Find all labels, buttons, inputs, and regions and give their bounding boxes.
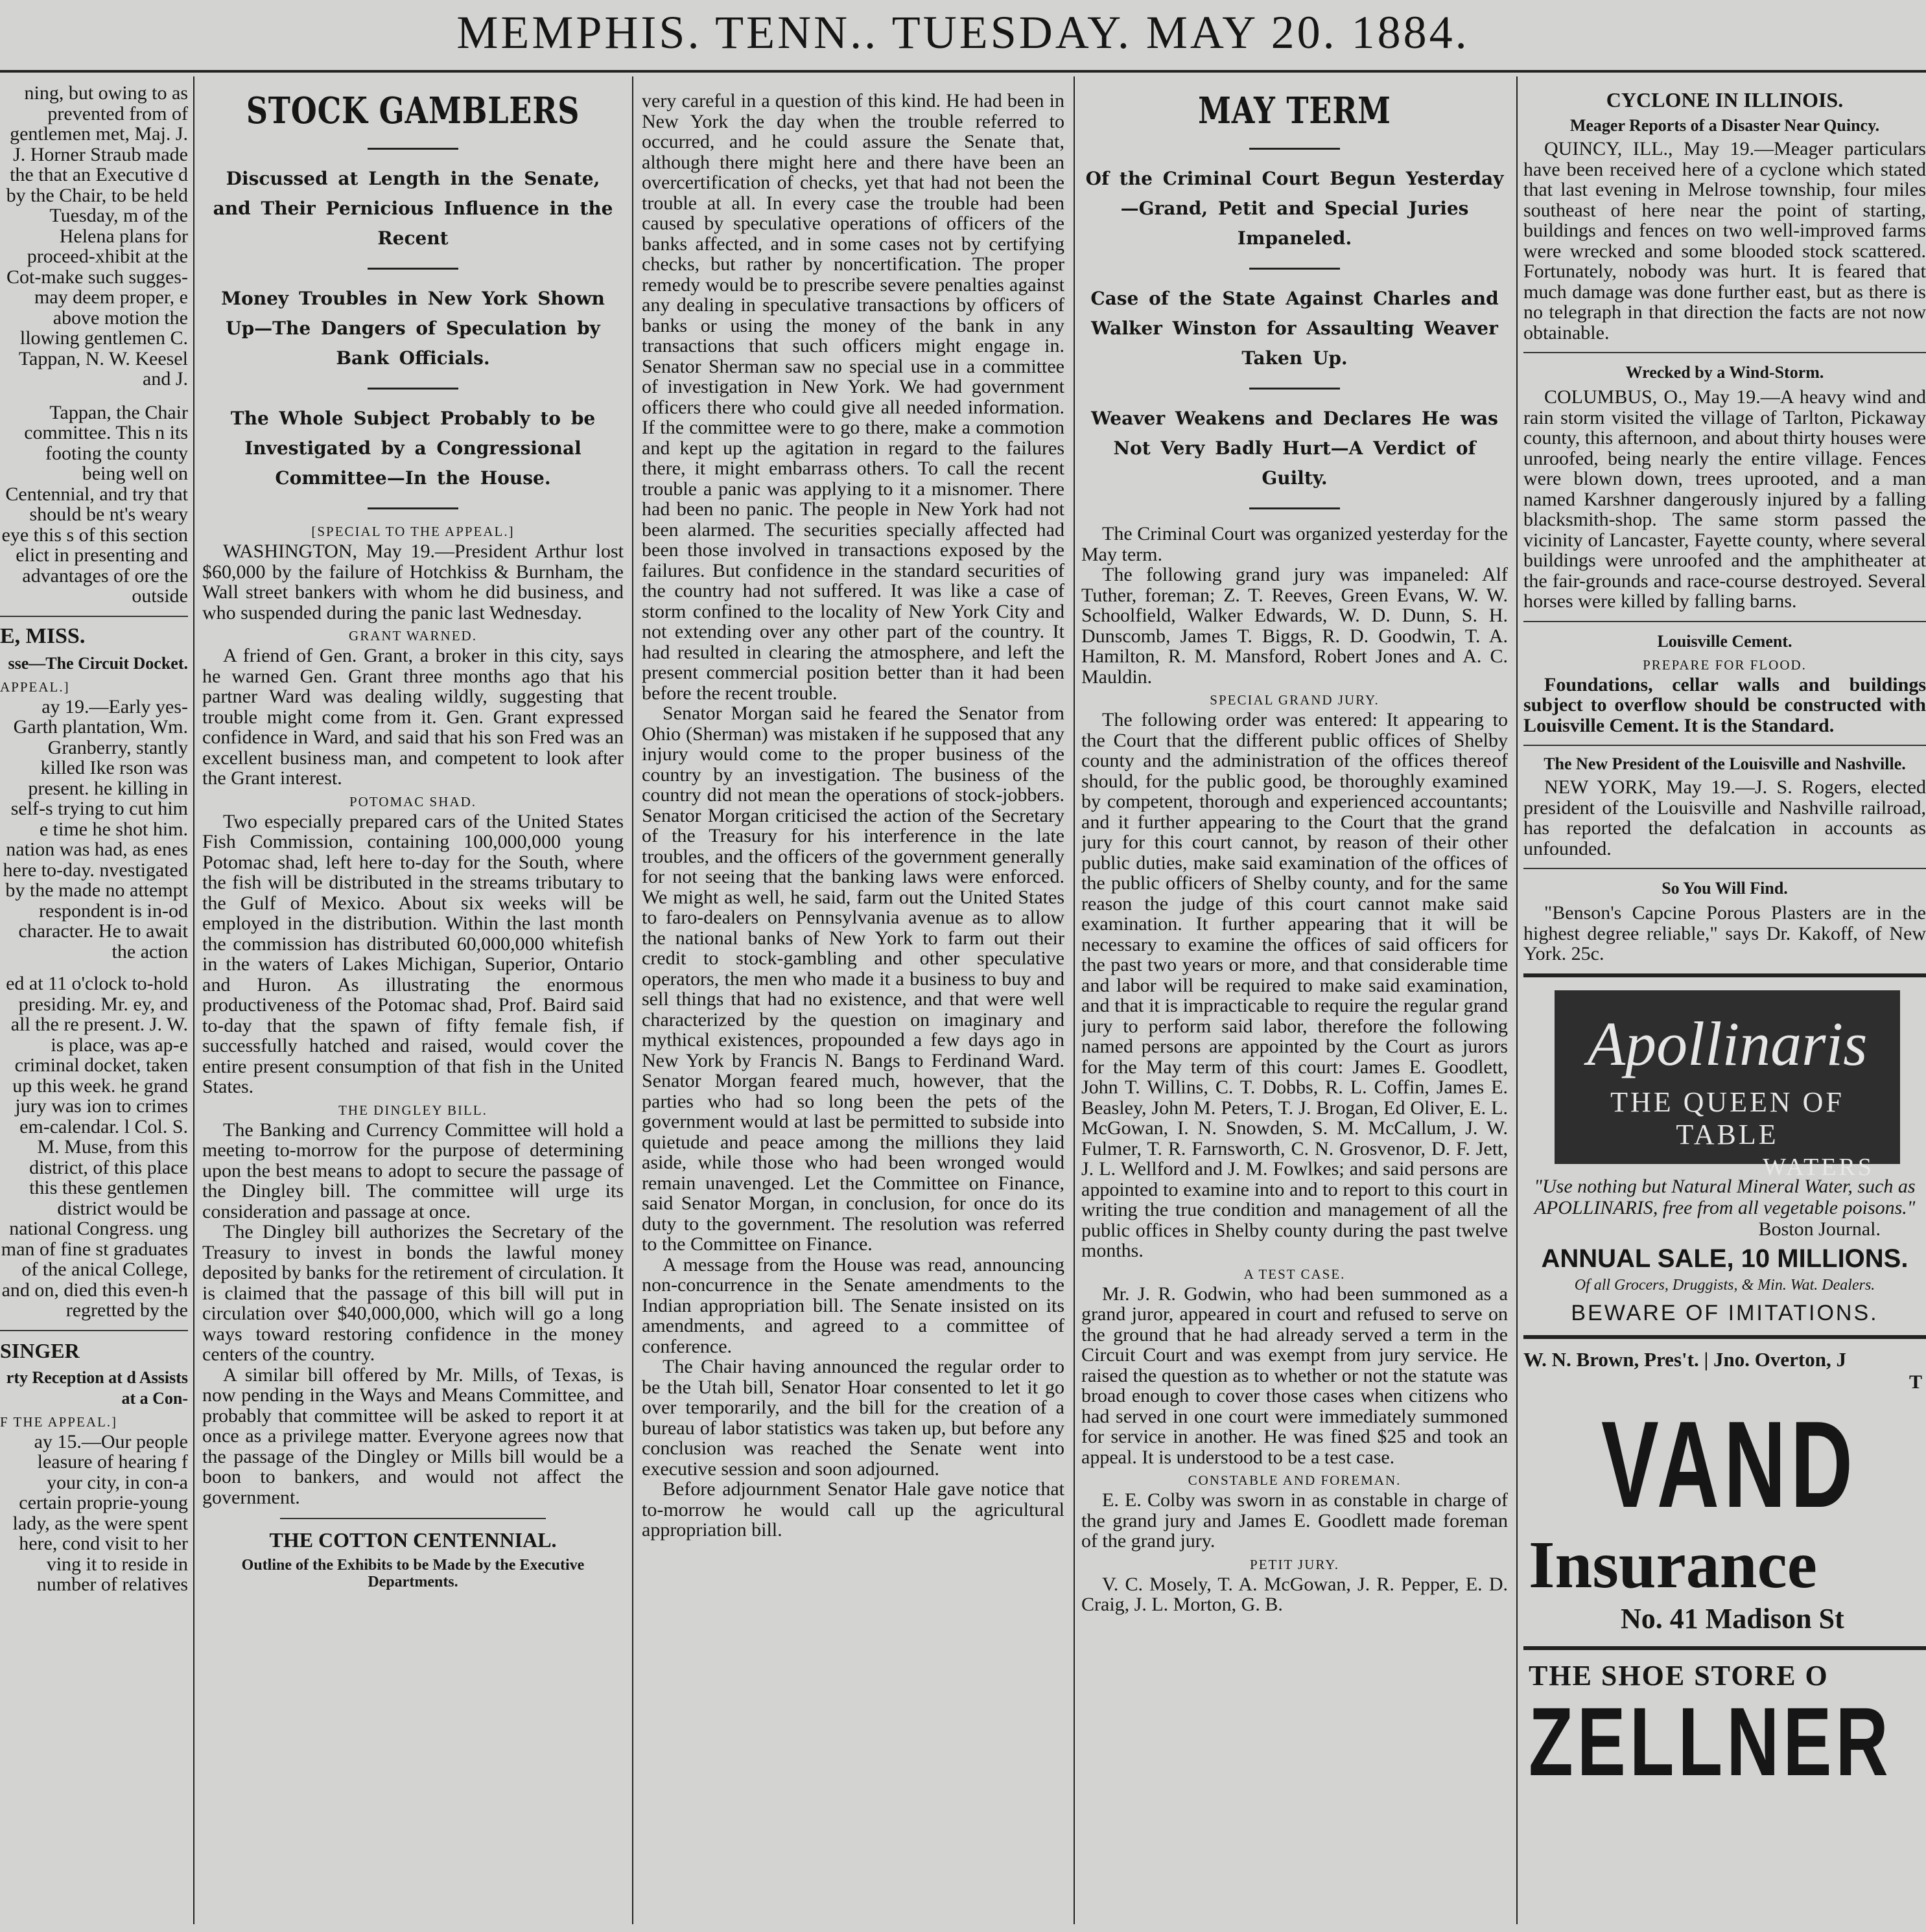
article-text: The following order was entered: It appearing to the Court that the different public offices of Shelby county and the administration of the offices thereof should, for the public good, be thoroughly examined by competent, thorough and experienced accountants; and it further appearing to the Court that the grand jury for this court cannot, by reason of their other public duties, make said examination of the offices of the public officers of Shelby county, and for the same reason the judge of this court cannot make said examination. It further appearing that it will be necessary to examine the offices of said officers for the past two years or more, and that considerable time and labor will be required to make said examination, and that it is impracticable to require the regular grand jury to perform said labor, therefore the following named persons are appointed by the Court as jurors for the May term of this court: James E. Goodlett, John T. Willins, C. T. Dobbs, R. L. Coffin, James E. Beasley, John M. Peters, T. J. Brogan, Ed Oliver, E. L. McGowan, I. N. Snowden, S. M. McCallum, J. W. Fulmer, T. R. Farnsworth, C. N. Grosvenor, D. F. Jett, J. L. Wellford and J. M. Fowlkes; and said persons are appointed to examine into and to report to this court in writing the true condition and management of all the public offices in Shelby county during the past twelve months. — [1081, 709, 1508, 1261]
article-text: ning, but owing to as prevented from of gentlemen met, Maj. J. J. Horner Straub made the that an Executive d by the Chair, to be held Tuesday, m of the Helena plans for proceed-xhibit at the Cot-make such sugges-may deem proper, e above motion the llowing gentlemen C. Tappan, N. W. Keesel and J. — [6, 83, 188, 390]
ad-source: Boston Journal. — [1758, 1218, 1881, 1240]
deck: Case of the State Against Charles and Walker Winston for Assaulting Weaver Taken Up. — [1090, 288, 1499, 369]
divider — [1249, 507, 1340, 509]
article-heading: Louisville Cement. — [1657, 631, 1792, 651]
insurance-ad-letter: T — [1908, 1371, 1922, 1393]
divider — [0, 1330, 188, 1331]
divider — [1523, 745, 1926, 746]
article-heading: So You Will Find. — [1662, 879, 1788, 898]
divider — [368, 148, 458, 150]
deck: The Whole Subject Probably to be Investigated by a Congressional Committee—In the House. — [230, 408, 596, 489]
article-heading: E, MISS. — [0, 623, 86, 648]
deck: Discussed at Length in the Senate, and Their Pernicious Influence in the Recent — [213, 168, 613, 249]
article-subheading: Meager Reports of a Disaster Near Quincy. — [1569, 116, 1880, 135]
article-text: very careful in a question of this kind. He had been in New York the day when the trouble referred to occurred, and he could assure the Senate that, although there might here and there have been an overcertification of checks, yet that had not been the trouble at all. In every case the trouble had been caused by speculative operations of officers of the banks affected, and in some cases not by certifying checks, but rather by noncertification. The proper remedy would be to prescribe severe penalties against any dealing in speculative transactions by officers of banks or using the money of the bank in any transactions that such officers might engage in. Senator Sherman saw no special use in a committee of investigation in New York. We had government officers there who could give all needed information. If the committee were to go there, make a commotion and kept up the agitation in regard to the failures there, it might embarrass others. To call the recent trouble a panic was applying to it a misnomer. There had been no panic. The people in New York had not been alarmed. The securities specially affected had been those involved in transactions exposed by the failures. But confidence in the standard securities of the country had not suffered. It was like a case of storm confined to the locality of New York City and not extending over any other part of the country. It had resulted in clearing the atmosphere, and left the present commercial position better than it had been before the recent trouble. — [642, 91, 1064, 704]
article-text: WASHINGTON, May 19.—President Arthur lost $60,000 by the failure of Hotchkiss & Burnham, the Wall street bankers with whom he did business, and who suspended during the panic last Wednesday. — [202, 541, 624, 623]
section-subhead: GRANT WARNED. — [349, 628, 477, 644]
article-text: NEW YORK, May 19.—J. S. Rogers, elected president of the Louisville and Nashville railroad, has reported the defalcation in accounts as unfounded. — [1523, 776, 1926, 859]
article-heading: THE COTTON CENTENNIAL. — [269, 1528, 557, 1552]
article-text: QUINCY, ILL., May 19.—Meager particulars have been received here of a cyclone which stated that last evening in Melrose township, four miles southeast of here near the point of starting, buildings and fences on two well-improved farms were wrecked and some blooded stock scattered. Fortunately, nobody was hurt. It is feared that much damage was done further east, but as there is no telegraph in that direction the facts are not now obtainable. — [1523, 138, 1926, 343]
ad-tagline: THE QUEEN OF TABLE — [1610, 1086, 1844, 1150]
article-text: A message from the House was read, announcing non-concurrence in the Senate amendments to the Indian appropriation bill. The Senate insisted on its amendments, and agreed to a committee of conference. — [642, 1253, 1064, 1357]
article-heading: SINGER — [0, 1338, 80, 1362]
divider — [1523, 621, 1926, 622]
article-subheading: Outline of the Exhibits to be Made by the Executive Departments. — [241, 1557, 585, 1590]
column-rule — [1516, 76, 1518, 1924]
section-subhead: PETIT JURY. — [1250, 1556, 1339, 1572]
shoe-store-ad-title: THE SHOE STORE O — [1529, 1659, 1829, 1692]
article-subheading: rty Reception at d Assists at a Con- — [6, 1368, 188, 1408]
deck: Weaver Weakens and Declares He was Not Very Badly Hurt—A Verdict of Guilty. — [1091, 408, 1498, 489]
ad-warning: BEWARE OF IMITATIONS. — [1571, 1300, 1879, 1325]
ad-tagline: WATERS — [1763, 1153, 1874, 1181]
article-text: The Dingley bill authorizes the Secretary of the Treasury to invest in bonds the lawful money deposited by banks for the retirement of circulation. It is claimed that the passage of this bill will put in circulation over $40,000,000, which will go a long ways toward restoring confidence in the money centers of the country. — [202, 1221, 624, 1365]
article-text: ay 19.—Early yes-Garth plantation, Wm. Granberry, stantly killed Ike rson was present. he killing in self-s trying to cut him e time he shot him. nation was had, as enes here to-day. nvestigated by the made no attempt respondent is in-od character. He to await the action — [3, 695, 188, 962]
divider — [1523, 868, 1926, 869]
divider — [368, 268, 458, 270]
headline: MAY TERM — [1198, 89, 1391, 132]
deck: Of the Criminal Court Begun Yesterday—Grand, Petit and Special Juries Impaneled. — [1085, 168, 1504, 249]
divider — [1523, 1646, 1926, 1650]
apollinaris-ad — [1555, 990, 1900, 1181]
column-3 — [642, 91, 1064, 1932]
ad-dealers: Of all Grocers, Druggists, & Min. Wat. Dealers. — [1574, 1276, 1875, 1294]
article-text: COLUMBUS, O., May 19.—A heavy wind and rain storm visited the village of Tarlton, Pickaway county, this afternoon, and about thirty houses were unroofed, being nearly the entire village. Fences were blown down, trees uprooted, and a man named Karshner dangerously injured by a falling blacksmith-shop. The same storm passed the vicinity of Lancaster, Fayette county, where several buildings were unroofed and the amphitheater at the fair-grounds and race-course destroyed. Several horses were killed by falling barns. — [1523, 386, 1926, 612]
section-subhead: PREPARE FOR FLOOD. — [1643, 657, 1807, 673]
deck: Money Troubles in New York Shown Up—The Dangers of Speculation by Bank Officials. — [221, 288, 605, 369]
article-subheading: sse—The Circuit Docket. — [8, 653, 188, 673]
article-text: Mr. J. R. Godwin, who had been summoned as a grand juror, appeared in court and refused to serve on the ground that he had already served a term in the Circuit Court and was exempt from jury service. He raised the question as to whether or not the statute was broad enough to cover those cases when citizens who had served in one court were immediately summoned for service in another. He was fined $25 and took an appeal. It is understood to be a test case. — [1081, 1283, 1508, 1468]
article-text: ed at 11 o'clock to-hold presiding. Mr. ey, and all the re present. J. W. is place, was ap-e criminal docket, taken up this week. he grand jury was ion to crimes em-calendar. l Col. S. M. Muse, from this district, of this place this these gentlemen district would be national Congress. ung man of fine st graduates of the anical College, and on, died this even-h regretted by the — [1, 973, 188, 1321]
divider — [368, 388, 458, 390]
section-subhead: CONSTABLE AND FOREMAN. — [1188, 1472, 1402, 1488]
article-text: Foundations, cellar walls and buildings subject to overflow should be constructed with Louisville Cement. It is the Standard. — [1523, 673, 1926, 736]
column-4 — [1081, 83, 1508, 1924]
article-text: The Criminal Court was organized yesterday for the May term. — [1081, 523, 1508, 565]
shoe-store-ad-name: ZELLNER — [1529, 1686, 1892, 1796]
ad-sales: ANNUAL SALE, 10 MILLIONS. — [1541, 1244, 1908, 1273]
article-text: Two especially prepared cars of the United States Fish Commission, containing 100,000,000 young Potomac shad, left here to-day for the South, where the fish will be distributed in the streams tributary to the Gulf of Mexico. About six weeks will be employed in the distribution. Within the last month the commission has distributed 60,000,000 whitefish in the waters of Lakes Michigan, Superior, Ontario and Huron. As illustrating the enormous productiveness of the Potomac shad, Prof. Baird said to-day that the spawn of fifty female fish, if successfully hatched and raised, would cover the entire present consumption of that fish in the United States. — [202, 810, 624, 1097]
column-rule — [632, 76, 633, 1924]
article-text: E. E. Colby was sworn in as constable in charge of the grand jury and James E. Goodlett made foreman of the grand jury. — [1081, 1489, 1508, 1552]
divider — [1523, 352, 1926, 353]
column-rule — [1074, 76, 1075, 1924]
masthead-rule — [0, 70, 1926, 73]
article-text: V. C. Mosely, T. A. McGowan, J. R. Pepper, E. D. Craig, J. L. Morton, G. B. — [1081, 1573, 1508, 1615]
article-text: A friend of Gen. Grant, a broker in this city, says he warned Gen. Grant three months ago that his partner Ward was dealing wildly, suggesting that trouble might come from it. Gen. Grant expressed confidence in Ward, and said that his son Fred was an excellent business man, and competent to look after the Grant interest. — [202, 645, 624, 789]
dateline-credit: [SPECIAL TO THE APPEAL.] — [311, 524, 515, 539]
ad-brand: Apollinaris — [1587, 1008, 1868, 1078]
divider — [0, 616, 188, 617]
dateline-credit: F THE APPEAL.] — [0, 1414, 118, 1430]
article-heading: CYCLONE IN ILLINOIS. — [1606, 88, 1844, 111]
divider — [1249, 268, 1340, 270]
column-rule — [193, 76, 194, 1924]
article-heading: The New President of the Louisville and Nashville. — [1544, 754, 1906, 773]
insurance-officers: W. N. Brown, Pres't. | Jno. Overton, J — [1523, 1347, 1846, 1371]
divider — [368, 507, 458, 509]
divider — [1523, 1335, 1926, 1339]
article-text: Senator Morgan said he feared the Senator from Ohio (Sherman) was mistaken if he supposed that any injury would come to the proper business of the country by an investigation. The business of the country did not mean the operations of stock-jobbers. Senator Morgan criticised the action of the Secretary of the Treasury for his interference in the late troubles, and the officers of the government generally for not seeing that the banking laws were enforced. We might as well, he said, farm out the United States to faro-dealers on Pennsylvania avenue as to allow the national banks of New York to farm out their credit to stock-gambling and other speculative operators, the men who made it a business to buy and sell things that had no existence, and that were well characterized by the question on imaginary and mythical existences, propounded a few days ago in New York by Francis N. Bangs to Ferdinand Ward. Senator Morgan feared much, however, that the parties who had so long been the pets of the government would at last be permitted to subside into quietude and peace among the millions they laid aside, while those who had been wronged would remain unavenged. Let the Committee on Finance, said Senator Morgan, in conclusion, for once do its duty to the government. The resolution was referred to the Committee on Finance. — [642, 703, 1064, 1255]
column-5 — [1523, 83, 1926, 1924]
article-text: Before adjournment Senator Hale gave notice that to-morrow he would call up the agricultural appropriation bill. — [642, 1478, 1064, 1541]
section-subhead: SPECIAL GRAND JURY. — [1210, 692, 1380, 708]
article-text: ay 15.—Our people leasure of hearing f your city, in con-a certain proprie-young lady, as the were spent here, cond visit to her ving it to reside in number of relatives — [12, 1430, 188, 1595]
column-1 — [0, 83, 188, 1924]
masthead: MEMPHIS. TENN.. TUESDAY. MAY 20. 1884. — [456, 6, 1470, 58]
divider — [280, 1518, 546, 1519]
insurance-ad-title: Insurance — [1529, 1527, 1817, 1602]
article-text: Tappan, the Chair committee. This n its footing the county being well on Centennial, and try that should be nt's weary eye this s of this section elict in presenting and advantages of ore the outside — [1, 401, 188, 607]
article-text: The following grand jury was impaneled: Alf Tuther, foreman; Z. T. Reeves, Green Evans, W. W. Schoolfield, Walker Edwards, W. D. Dunn, S. H. Dunscomb, James T. Biggs, R. D. Goodwin, T. A. Hamilton, R. M. Mansford, Robert Jones and A. C. Mauldin. — [1081, 564, 1508, 688]
section-subhead: THE DINGLEY BILL. — [338, 1102, 487, 1118]
section-subhead: A TEST CASE. — [1243, 1266, 1346, 1282]
column-2 — [202, 83, 624, 1924]
ad-quote: "Use nothing but Natural Mineral Water, such as APOLLINARIS, free from all vegetable poisons." — [1534, 1175, 1916, 1218]
article-heading: Wrecked by a Wind-Storm. — [1625, 363, 1824, 382]
article-text: "Benson's Capcine Porous Plasters are in the highest degree reliable," says Dr. Kakoff, of New York. 25c. — [1523, 902, 1926, 964]
dateline-credit: APPEAL.] — [0, 679, 70, 695]
divider — [1249, 388, 1340, 390]
divider — [1249, 148, 1340, 150]
article-text: The Banking and Currency Committee will hold a meeting to-morrow for the purpose of determining upon the best means to adopt to secure the passage of the Dingley bill. The committee will urge its consideration and passage at once. — [202, 1119, 624, 1222]
insurance-ad-address: No. 41 Madison St — [1621, 1602, 1844, 1635]
article-text: The Chair having announced the regular order to be the Utah bill, Senator Hoar consented to let it go over temporarily, and the bill for the creation of a bureau of labor statistics was taken up, but before any conclusion was reached the Senate went into executive session and soon adjourned. — [642, 1356, 1064, 1480]
insurance-ad-name: VAND — [1601, 1395, 1857, 1533]
divider — [1523, 973, 1926, 977]
section-subhead: POTOMAC SHAD. — [349, 793, 476, 809]
article-text: A similar bill offered by Mr. Mills, of Texas, is now pending in the Ways and Means Committee, and probably that committee will be asked to report it at once as a privilege matter. Everyone agrees now that the passage of the Dingley or Mills bill would be a boon to bankers, and would not affect the government. — [202, 1364, 624, 1508]
headline: STOCK GAMBLERS — [246, 89, 580, 132]
